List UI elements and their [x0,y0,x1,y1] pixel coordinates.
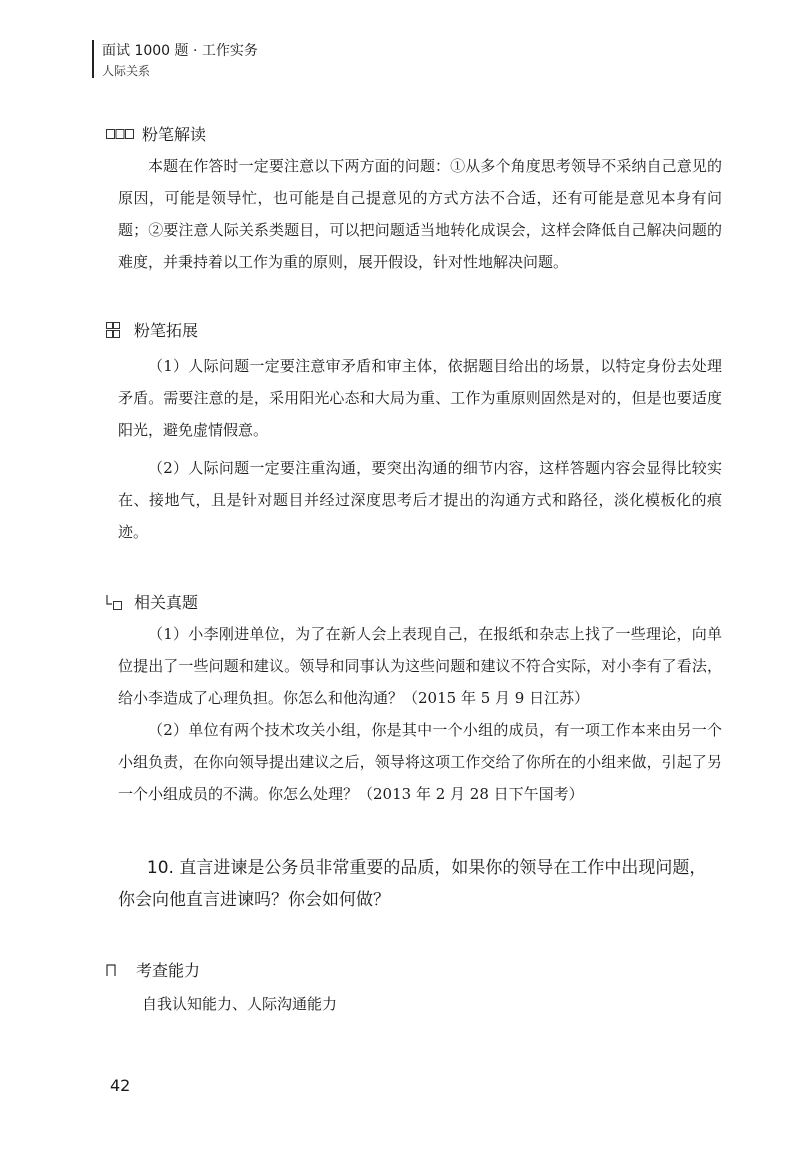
related-item-1: （1）小李刚进单位，为了在新人会上表现自己，在报纸和杂志上找了一些理论，向单位提出了一些问题和建议。领导和同事认为这些问题和建议不符合实际，对小李有了看法，给小李造成了心理负担。你怎么和他沟通？（2015 年 5 月 9 日江苏） [118,625,722,707]
ability-heading [106,958,200,981]
book-title: 面试 1000 题 · 工作实务 [102,43,258,59]
question-10: 10. 直言进谏是公务员非常重要的品质，如果你的领导在工作中出现问题，你会向他直言进谏吗？你会如何做？ [118,858,707,910]
related-icon [106,594,122,610]
chapter-subtitle: 人际关系 [102,64,151,78]
ability-heading-label: 考查能力 [136,961,201,980]
ability-text: 自我认知能力、人际沟通能力 [142,995,338,1013]
extend-item-2: （2）人际问题一定要注重沟通，要突出沟通的细节内容，这样答题内容会显得比较实在、接地气，且是针对题目并经过深度思考后才提出的沟通方式和路径，淡化模板化的痕迹。 [118,459,722,541]
header-bar [92,40,94,78]
extend-heading [106,318,198,341]
ability-icon [106,964,116,976]
interpret-icon [106,128,134,140]
interpret-heading-label: 粉笔解读 [142,125,207,144]
extend-heading-label: 粉笔拓展 [134,321,199,340]
interpret-paragraph: 本题在作答时一定要注意以下两方面的问题：①从多个角度思考领导不采纳自己意见的原因，可能是领导忙，也可能是自己提意见的方式方法不合适，还有可能是意见本身有问题；②要注意人际关系类题目，可以把问题适当地转化成误会，这样会降低自己解决问题的难度，并秉持着以工作为重的原则，展开假设，针对性地解决问题。 [118,157,722,271]
interpret-heading [106,122,206,145]
extend-icon [106,322,120,338]
page-number: 42 [110,1076,131,1095]
extend-item-1: （1）人际问题一定要注意审矛盾和审主体，依据题目给出的场景，以特定身份去处理矛盾。需要注意的是，采用阳光心态和大局为重、工作为重原则固然是对的，但是也要适度阳光，避免虚情假意。 [118,357,722,439]
related-item-2: （2）单位有两个技术攻关小组，你是其中一个小组的成员，有一项工作本来由另一个小组负责，在你向领导提出建议之后，领导将这项工作交给了你所在的小组来做，引起了另一个小组成员的不满。你怎么处理？（2013 年 2 月 28 日下午国考） [118,721,722,803]
related-heading [106,590,198,613]
related-heading-label: 相关真题 [134,593,199,612]
